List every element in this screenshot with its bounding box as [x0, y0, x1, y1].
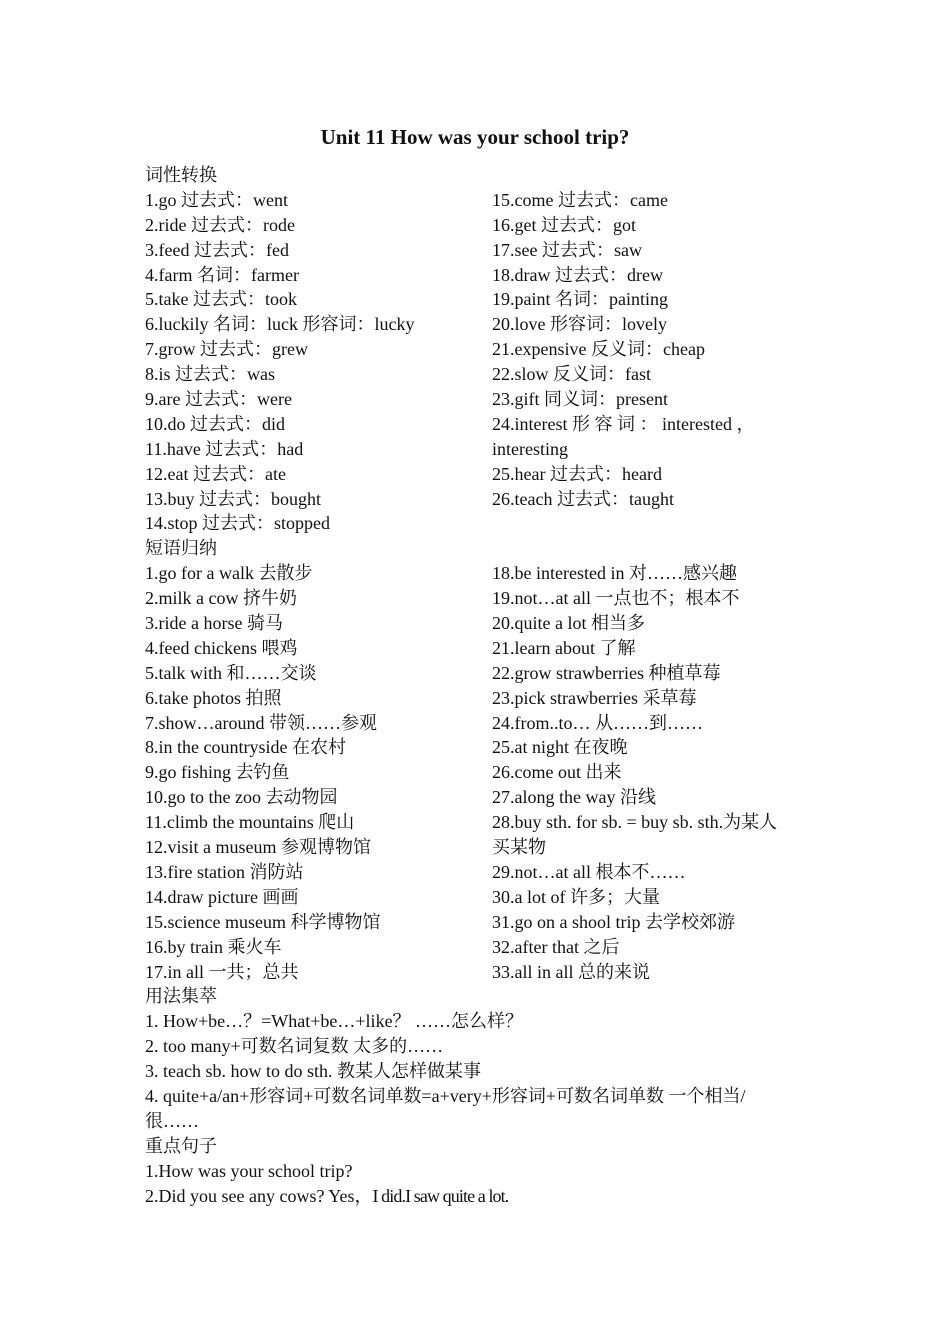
- list-item: 24.from..to… 从……到……: [492, 712, 703, 733]
- phrases-right-column: [492, 561, 815, 984]
- list-item: 11.have 过去式：had: [145, 438, 304, 459]
- list-item: 3.ride a horse 骑马: [145, 613, 283, 634]
- list-item: 20.quite a lot 相当多: [492, 613, 645, 634]
- list-item: 26.teach 过去式：taught: [492, 488, 674, 509]
- list-item: 17.see 过去式：saw: [492, 239, 642, 260]
- list-item: 22.slow 反义词：fast: [492, 364, 651, 385]
- key-sentence: 1.How was your school trip?: [145, 1160, 353, 1181]
- list-item: 21.expensive 反义词：cheap: [492, 339, 705, 360]
- list-item: 31.go on a shool trip 去学校郊游: [492, 911, 735, 932]
- phrases-left-column: [145, 561, 492, 984]
- list-item: 6.luckily 名词：luck 形容词：lucky: [145, 314, 415, 335]
- list-item: 10.do 过去式：did: [145, 413, 286, 434]
- list-item: 13.buy 过去式：bought: [145, 488, 322, 509]
- list-item: 12.visit a museum 参观博物馆: [145, 837, 371, 858]
- phrases-table: [145, 561, 815, 984]
- list-item: 4.feed chickens 喂鸡: [145, 637, 298, 658]
- page-title: Unit 11 How was your school trip?: [320, 125, 630, 149]
- list-item: 5.talk with 和……交谈: [145, 662, 317, 683]
- list-item: 24.interest 形 容 词 ： interested ，: [492, 413, 755, 434]
- list-item: 12.eat 过去式：ate: [145, 463, 286, 484]
- list-item: 8.is 过去式：was: [145, 364, 275, 385]
- list-item: 7.show…around 带领……参观: [145, 712, 377, 733]
- list-item: 5.take 过去式：took: [145, 289, 297, 310]
- list-item: 26.come out 出来: [492, 762, 622, 783]
- list-item: 9.go fishing 去钓鱼: [145, 762, 290, 783]
- list-item: 20.love 形容词：lovely: [492, 314, 667, 335]
- usage-item: 3. teach sb. how to do sth. 教某人怎样做某事: [145, 1061, 481, 1082]
- usage-item-continuation: 很……: [145, 1110, 199, 1131]
- section-heading-word-forms: 词性转换: [145, 165, 217, 185]
- word-forms-table: [145, 188, 815, 536]
- list-item: 29.not…at all 根本不……: [492, 861, 686, 882]
- list-item: 4.farm 名词：farmer: [145, 264, 299, 285]
- list-item: 15.science museum 科学博物馆: [145, 911, 381, 932]
- list-item: 14.stop 过去式：stopped: [145, 513, 331, 534]
- list-item: 7.grow 过去式：grew: [145, 339, 308, 360]
- list-item: 22.grow strawberries 种植草莓: [492, 662, 721, 683]
- list-item: 1.go for a walk 去散步: [145, 563, 313, 584]
- section-heading-key-sentences: 重点句子: [145, 1135, 217, 1156]
- word-forms-right-column: [492, 188, 815, 536]
- list-item: 18.be interested in 对……感兴趣: [492, 563, 737, 584]
- list-item-continuation: interesting: [492, 438, 568, 459]
- list-item: 3.feed 过去式：fed: [145, 239, 289, 260]
- usage-item: 2. too many+可数名词复数 太多的……: [145, 1036, 444, 1057]
- usage-item: 1. How+be…？=What+be…+like？ ……怎么样？: [145, 1011, 524, 1032]
- list-item: 28.buy sth. for sb. = buy sb. sth.为某人: [492, 812, 778, 833]
- list-item: 23.gift 同义词：present: [492, 389, 668, 410]
- list-item: 18.draw 过去式：drew: [492, 264, 663, 285]
- list-item: 23.pick strawberries 采草莓: [492, 687, 697, 708]
- list-item: 10.go to the zoo 去动物园: [145, 787, 338, 808]
- list-item: 27.along the way 沿线: [492, 787, 656, 808]
- list-item: 15.come 过去式：came: [492, 189, 668, 210]
- section-heading-phrases: 短语归纳: [145, 538, 217, 559]
- list-item: 8.in the countryside 在农村: [145, 737, 346, 758]
- usage-item: 4. quite+a/an+形容词+可数名词单数=a+very+形容词+可数名词单数 一个相当/: [145, 1085, 746, 1106]
- list-item: 6.take photos 拍照: [145, 687, 282, 708]
- word-forms-left-column: [145, 188, 492, 536]
- list-item: 32.after that 之后: [492, 936, 620, 957]
- list-item: 13.fire station 消防站: [145, 861, 304, 882]
- list-item: 30.a lot of 许多；大量: [492, 886, 660, 907]
- list-item-empty: [492, 511, 815, 536]
- key-sentence: [145, 1184, 815, 1209]
- list-item: 25.at night 在夜晚: [492, 737, 628, 758]
- list-item: 11.climb the mountains 爬山: [145, 812, 355, 833]
- list-item: 19.paint 名词：painting: [492, 289, 668, 310]
- list-item: 16.by train 乘火车: [145, 936, 282, 957]
- document-body: [145, 163, 815, 1208]
- list-item: 9.are 过去式：were: [145, 389, 292, 410]
- list-item: 2.ride 过去式：rode: [145, 214, 295, 235]
- key-sentence-question: 2.Did you see any cows? Yes，: [145, 1185, 373, 1206]
- list-item: 33.all in all 总的来说: [492, 961, 650, 982]
- list-item: 21.learn about 了解: [492, 637, 636, 658]
- list-item: 14.draw picture 画画: [145, 886, 299, 907]
- list-item-continuation: 买某物: [492, 837, 546, 858]
- list-item: 25.hear 过去式：heard: [492, 463, 662, 484]
- section-heading-usage: 用法集萃: [145, 986, 217, 1007]
- list-item: 19.not…at all 一点也不；根本不: [492, 588, 740, 609]
- list-item: 17.in all 一共；总共: [145, 961, 299, 982]
- list-item: 1.go 过去式：went: [145, 189, 288, 210]
- list-item: 16.get 过去式：got: [492, 214, 636, 235]
- list-item: 2.milk a cow 挤牛奶: [145, 588, 297, 609]
- key-sentence-answer: I did.I saw quite a lot.: [372, 1185, 509, 1206]
